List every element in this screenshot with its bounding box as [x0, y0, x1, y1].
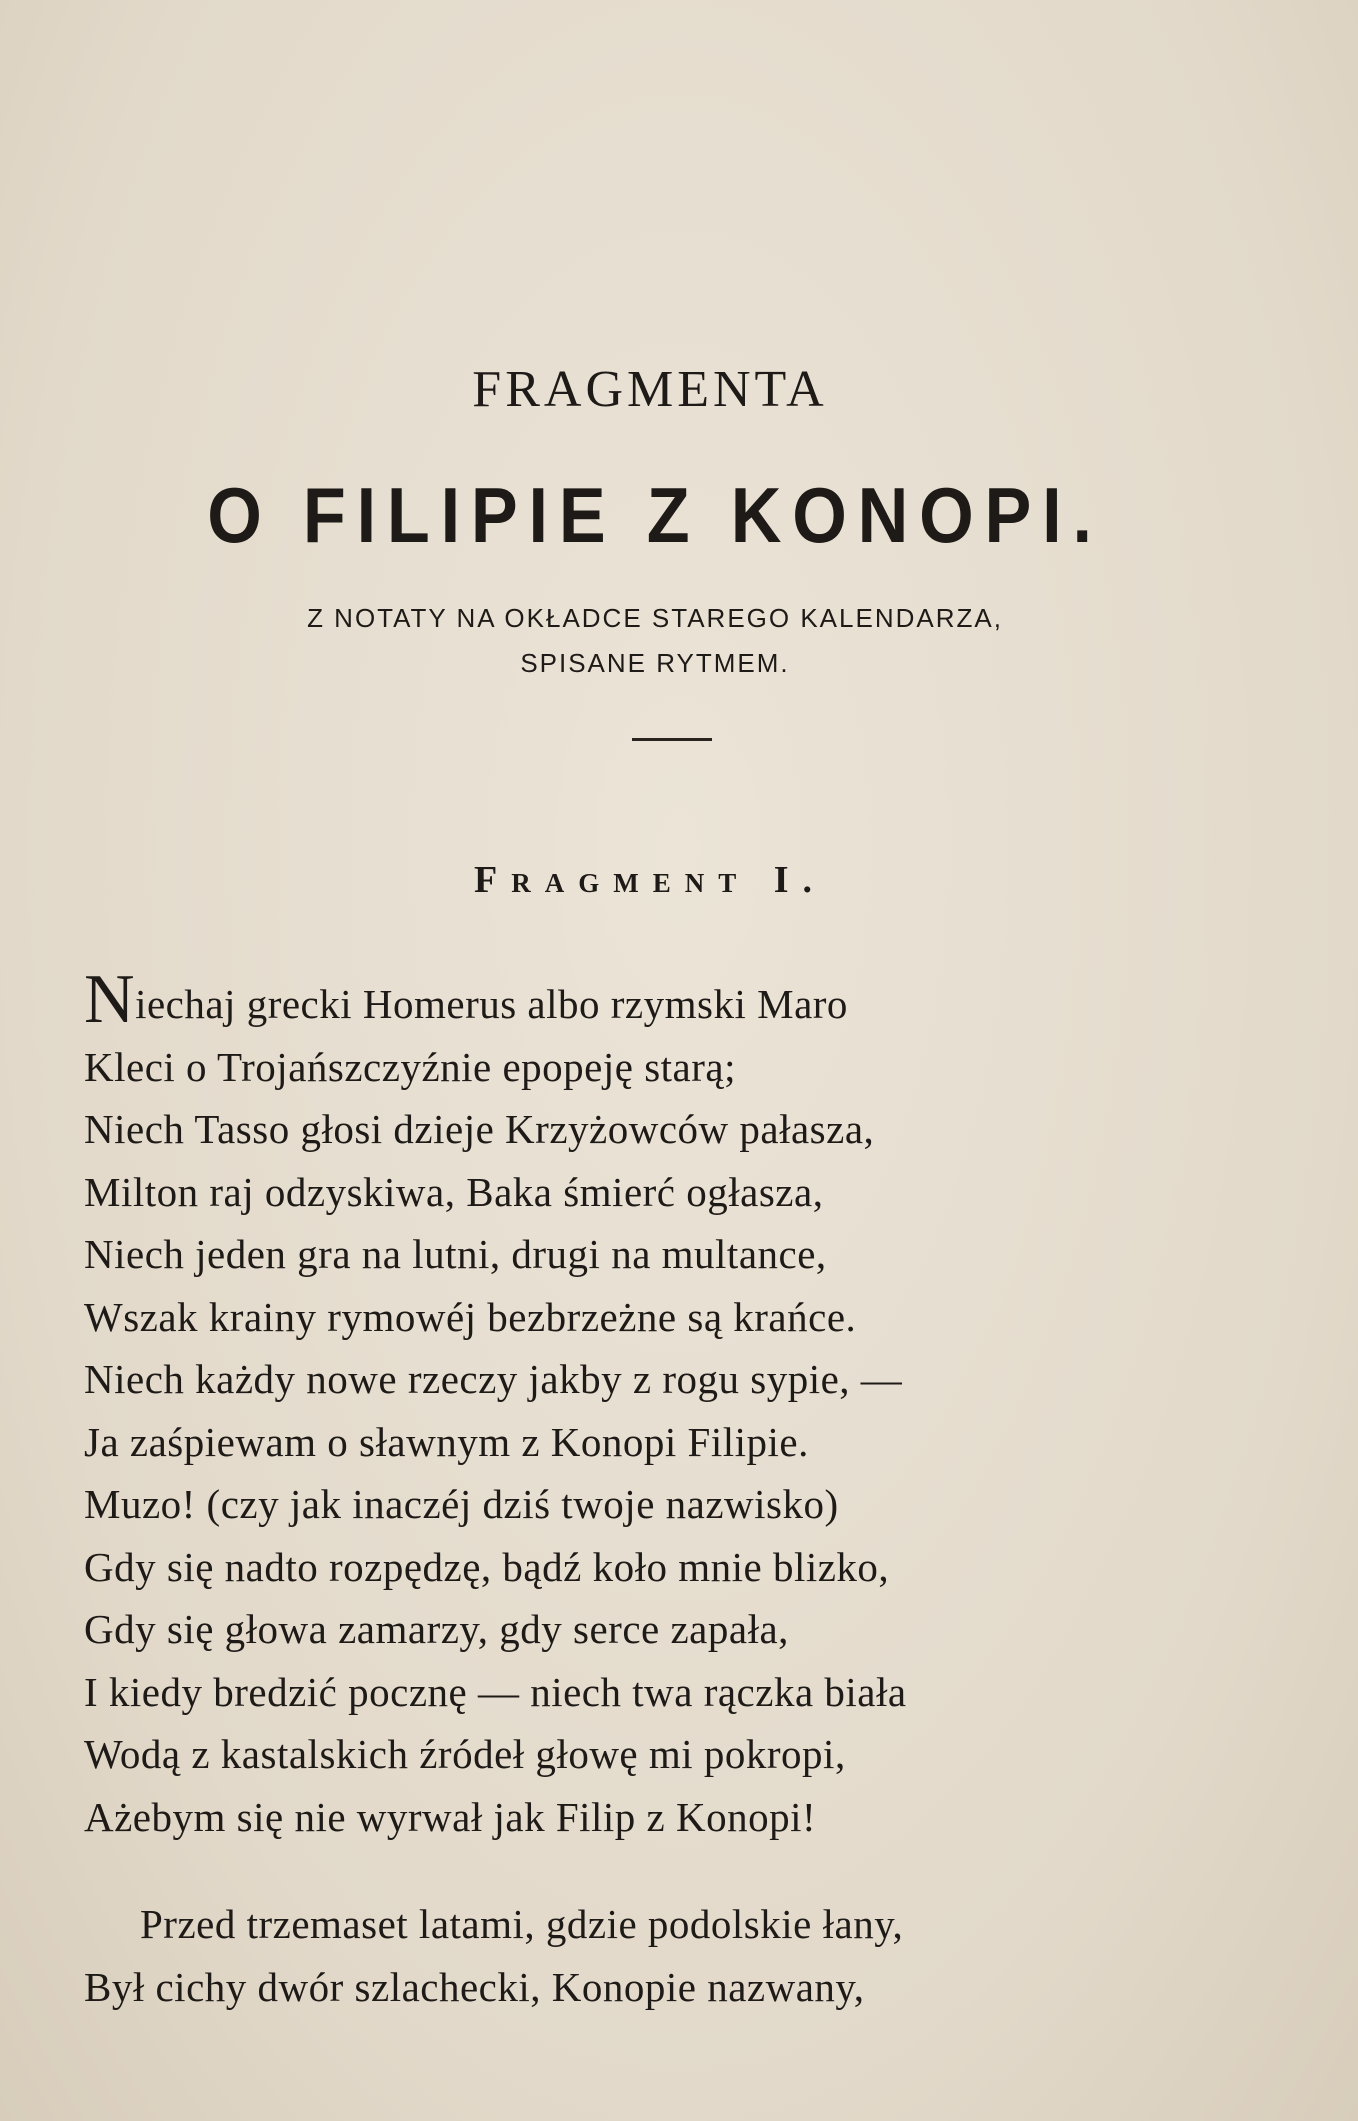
verse-line: Kleci o Trojańszczyźnie epopeję starą; [84, 1043, 736, 1090]
verse-line: Milton raj odzyskiwa, Baka śmierć ogłasza, [84, 1168, 824, 1215]
verse-line: Gdy się nadto rozpędzę, bądź koło mnie blizko, [84, 1543, 890, 1590]
verse-line: Przed trzemaset latami, gdzie podolskie łany, [140, 1901, 904, 1947]
header-title: O FILIPIE Z KONOPI. [207, 471, 1103, 559]
verse-line: Niech Tasso głosi dzieje Krzyżowców pałasza, [84, 1106, 875, 1152]
verse-line: Był cichy dwór szlachecki, Konopie nazwany, [84, 1963, 865, 2010]
verse-line: Gdy się głowa zamarzy, gdy serce zapała, [84, 1606, 789, 1652]
verse-line: Niech każdy nowe rzeczy jakby z rogu sypie, — [84, 1356, 903, 1402]
verse-line: Ażebym się nie wyrwał jak Filip z Konopi! [84, 1793, 817, 1840]
subtitle-line-1: Z NOTATY NA OKŁADCE STAREGO KALENDARZA, [307, 603, 1003, 633]
verse-line: Wodą z kastalskich źródeł głowę mi pokropi, [84, 1731, 846, 1777]
dropcap: N [84, 961, 136, 1038]
verse-line: Ja zaśpiewam o sławnym z Konopi Filipie. [84, 1418, 809, 1465]
divider-rule [632, 738, 712, 741]
verse-stanza-2 [84, 1893, 1284, 2018]
verse-stanza-1 [84, 961, 1284, 1848]
fragment-heading: Fragment I. [474, 859, 826, 901]
verse-line: I kiedy bredzić pocznę — niech twa rączka biała [84, 1668, 907, 1715]
verse-line [84, 961, 1284, 1038]
header-fragmenta: FRAGMENTA [472, 361, 828, 418]
verse-line: Muzo! (czy jak inaczéj dziś twoje nazwisko) [84, 1481, 839, 1527]
verse-line: Wszak krainy rymowéj bezbrzeżne są krańce. [84, 1293, 857, 1340]
verse-line: Niech jeden gra na lutni, drugi na multance, [84, 1231, 827, 1277]
subtitle-line-2: SPISANE RYTMEM. [520, 648, 790, 678]
verse-line-text: iechaj grecki Homerus albo rzymski Maro [135, 981, 848, 1027]
